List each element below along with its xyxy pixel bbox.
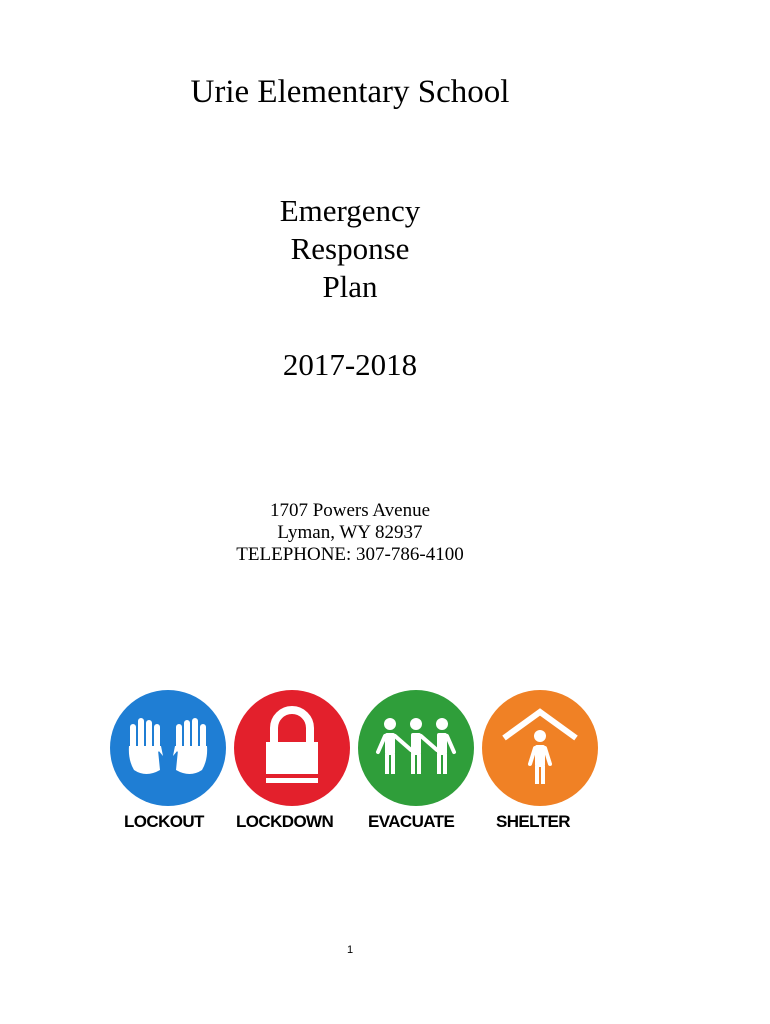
plan-title-line: Emergency	[279, 193, 421, 228]
shelter-label: SHELTER	[496, 812, 570, 831]
house-person-icon	[482, 690, 598, 806]
page-number: 1	[346, 944, 354, 956]
city-state-zip: Lyman, WY 82937	[277, 522, 423, 543]
school-years: 2017-2018	[282, 347, 418, 382]
address-block	[0, 500, 700, 566]
emergency-protocols	[110, 690, 594, 840]
evacuate-label: EVACUATE	[368, 812, 455, 831]
padlock-icon	[234, 690, 350, 806]
lockout-label: LOCKOUT	[124, 812, 204, 831]
people-icon	[358, 690, 474, 806]
plan-title-line: Plan	[322, 269, 378, 304]
plan-title	[0, 192, 700, 306]
hands-icon	[110, 690, 226, 806]
school-name: Urie Elementary School	[190, 74, 510, 110]
street-address: 1707 Powers Avenue	[269, 500, 431, 521]
lockdown-label: LOCKDOWN	[236, 812, 334, 831]
telephone: TELEPHONE: 307-786-4100	[236, 544, 464, 565]
plan-title-line: Response	[290, 231, 410, 266]
